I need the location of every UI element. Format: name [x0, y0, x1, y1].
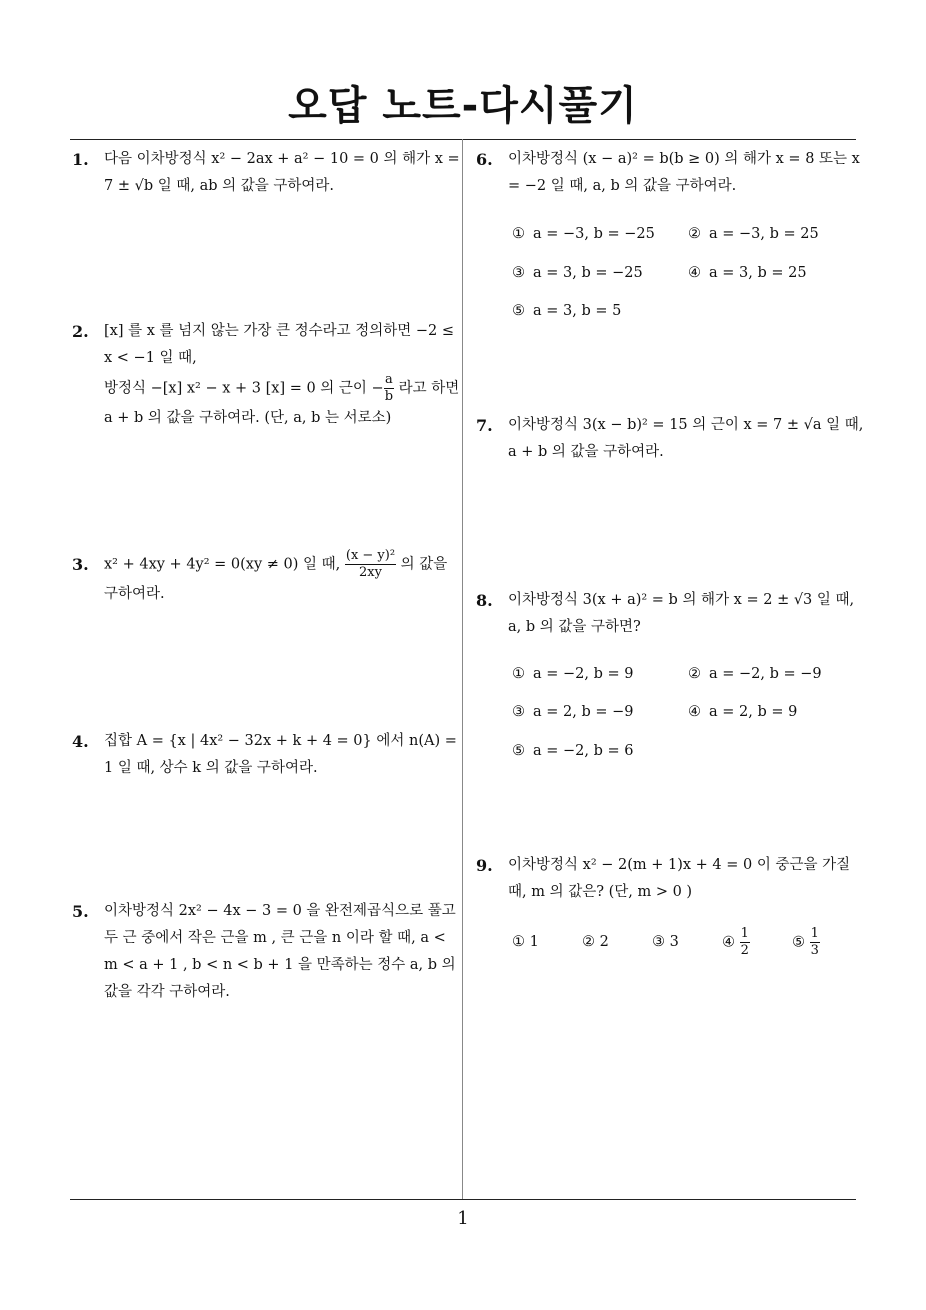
question-text-part: x² + 4xy + 4y² = 0(xy ≠ 0) 일 때, — [104, 556, 345, 573]
question-7 — [476, 412, 868, 466]
question-text: 이차방정식 2x² − 4x − 3 = 0 을 완전제곱식으로 풀고 두 근 중에서 작은 근을 m , 큰 근을 n 이라 할 때, a < m < a + 1 , b < n < b + 1 을 만족하는 정수 a, b 의 값을 각각 구하여라. — [104, 903, 456, 1000]
option-marker: ② — [688, 666, 701, 682]
question-number: 5 . — [72, 898, 89, 925]
option-text: a = 3, b = 5 — [533, 303, 622, 319]
option-text: 2 — [599, 934, 609, 950]
question-1 — [72, 146, 464, 200]
top-rule — [70, 139, 856, 140]
option-2[interactable] — [688, 226, 819, 242]
question-text: 이차방정식 3(x + a)² = b 의 해가 x = 2 ± √3 일 때, a, b 의 값을 구하면? — [508, 592, 855, 635]
option-marker: ② — [688, 226, 701, 242]
option-text: 3 — [669, 934, 679, 950]
option-2[interactable] — [688, 666, 822, 682]
option-1[interactable] — [512, 666, 633, 682]
option-5[interactable] — [792, 926, 820, 959]
question-8 — [476, 587, 868, 641]
option-marker: ⑤ — [512, 303, 525, 319]
option-4[interactable] — [688, 704, 797, 720]
option-text: a = −2, b = 9 — [533, 666, 634, 682]
fraction-numerator: (x − y)² — [345, 548, 396, 563]
option-2[interactable] — [582, 934, 609, 950]
question-text: 이차방정식 (x − a)² = b(b ≥ 0) 의 해가 x = 8 또는 x = −2 일 때, a, b 의 값을 구하여라. — [508, 151, 860, 194]
question-2 — [72, 318, 464, 432]
question-text-part: [x] 를 x 를 넘지 않는 가장 큰 정수라고 정의하면 −2 ≤ x < −1 일 때, — [104, 323, 455, 366]
option-3[interactable] — [652, 934, 679, 950]
fraction-numerator: 1 — [810, 926, 819, 941]
option-marker: ③ — [652, 934, 665, 950]
option-text: a = 2, b = 9 — [709, 704, 798, 720]
column-divider — [462, 139, 463, 1200]
option-3[interactable] — [512, 265, 643, 281]
option-text: 1 — [529, 934, 539, 950]
question-number: 6 . — [476, 146, 493, 173]
option-text: a = −3, b = −25 — [533, 226, 655, 242]
option-marker: ⑤ — [792, 934, 805, 951]
fraction — [810, 926, 820, 959]
option-4[interactable] — [688, 265, 807, 281]
option-marker: ① — [512, 666, 525, 682]
option-marker: ① — [512, 934, 525, 950]
fraction-numerator: 1 — [740, 926, 749, 941]
option-text: a = 2, b = −9 — [533, 704, 634, 720]
question-number: 3 . — [72, 551, 89, 578]
option-text: a = 3, b = −25 — [533, 265, 643, 281]
option-marker: ④ — [688, 704, 701, 720]
question-text: 이차방정식 x² − 2(m + 1)x + 4 = 0 이 중근을 가질 때, m 의 값은? (단, m > 0 ) — [508, 857, 851, 900]
option-text: a = 3, b = 25 — [709, 265, 807, 281]
question-text: 다음 이차방정식 x² − 2ax + a² − 10 = 0 의 해가 x = 7 ± √b 일 때, ab 의 값을 구하여라. — [104, 151, 460, 194]
option-1[interactable] — [512, 934, 539, 950]
fraction — [740, 926, 750, 959]
option-marker: ③ — [512, 704, 525, 720]
question-4 — [72, 728, 464, 782]
question-text: 집합 A = {x | 4x² − 32x + k + 4 = 0} 에서 n(A) = 1 일 때, 상수 k 의 값을 구하여라. — [104, 733, 457, 776]
option-marker: ② — [582, 934, 595, 950]
option-1[interactable] — [512, 226, 655, 242]
question-5 — [72, 898, 464, 1006]
fraction-denominator: b — [384, 389, 394, 404]
question-text — [104, 318, 464, 432]
option-marker: ⑤ — [512, 743, 525, 759]
option-5[interactable] — [512, 743, 633, 759]
option-text: a = −2, b = 6 — [533, 743, 634, 759]
fraction-denominator: 2xy — [359, 565, 382, 580]
question-text-part: 방정식 −[x] x² − x + 3 [x] = 0 의 근이 − — [104, 380, 384, 397]
page-title: 오답 노트-다시풀기 — [288, 83, 638, 129]
question-text: 이차방정식 3(x − b)² = 15 의 근이 x = 7 ± √a 일 때, a + b 의 값을 구하여라. — [508, 417, 864, 460]
question-number: 2 . — [72, 318, 89, 345]
question-text-part: 라고 하면 a + b 의 값을 구하여라. (단, a, b 는 서로소) — [104, 380, 460, 426]
question-number: 7 . — [476, 412, 493, 439]
fraction — [384, 372, 394, 405]
option-5[interactable] — [512, 303, 621, 319]
option-marker: ① — [512, 226, 525, 242]
question-number: 9 . — [476, 852, 493, 879]
option-marker: ④ — [722, 934, 735, 951]
option-marker: ④ — [688, 265, 701, 281]
question-9 — [476, 852, 868, 906]
option-marker: ③ — [512, 265, 525, 281]
option-text: a = −3, b = 25 — [709, 226, 819, 242]
option-4[interactable] — [722, 926, 750, 959]
fraction-denominator: 2 — [740, 943, 749, 958]
question-6 — [476, 146, 868, 200]
question-text — [104, 548, 464, 608]
fraction-denominator: 3 — [810, 943, 819, 958]
question-number: 1 . — [72, 146, 89, 173]
question-number: 8 . — [476, 587, 493, 614]
bottom-rule — [70, 1199, 856, 1200]
fraction-numerator: a — [384, 372, 393, 387]
question-text-part: 의 값을 구하여라. — [104, 556, 448, 602]
option-text: a = −2, b = −9 — [709, 666, 822, 682]
option-3[interactable] — [512, 704, 633, 720]
page-number: 1 — [457, 1208, 469, 1229]
question-number: 4 . — [72, 728, 89, 755]
question-3 — [72, 548, 464, 608]
fraction — [345, 548, 396, 581]
